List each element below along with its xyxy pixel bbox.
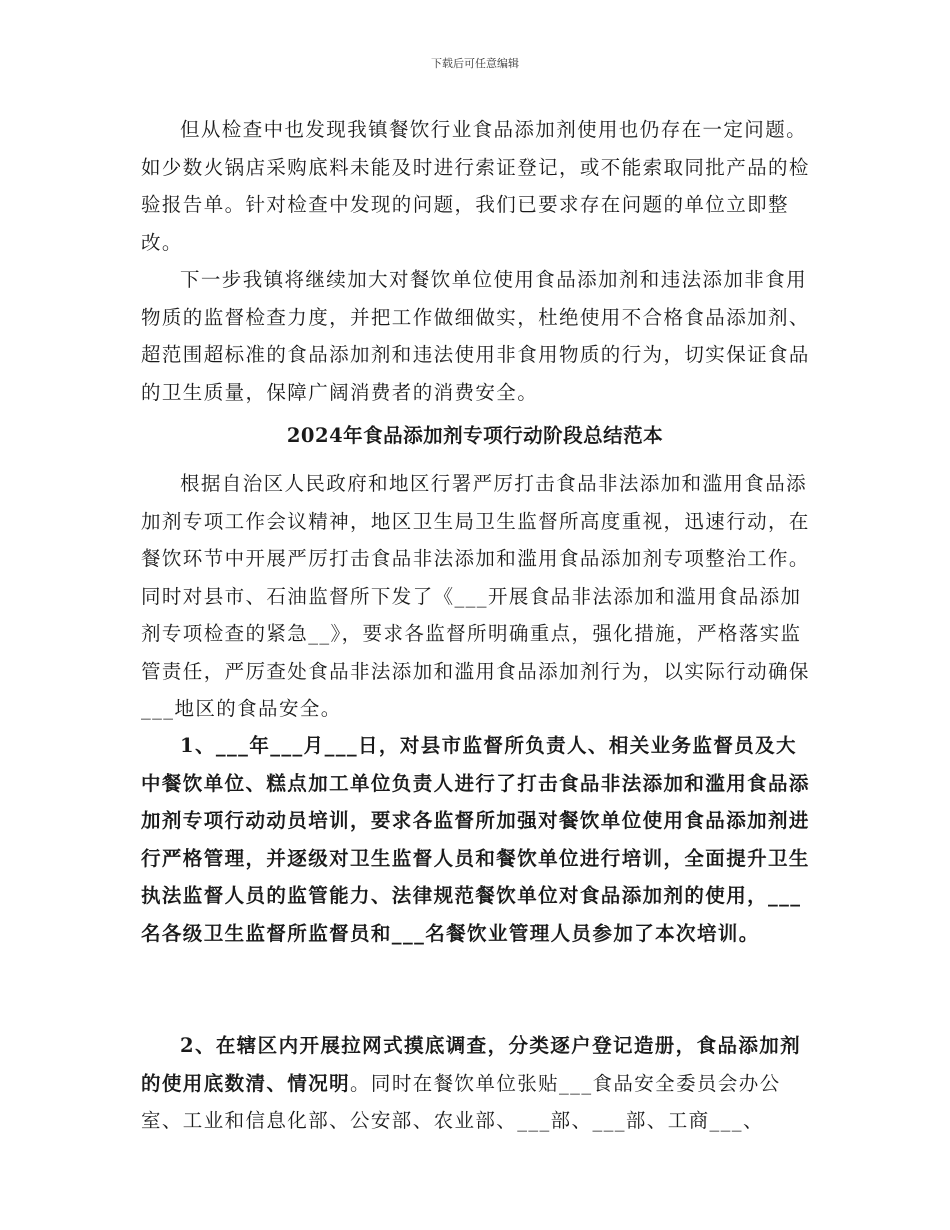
paragraph-1: 但从检查中也发现我镇餐饮行业食品添加剂使用也仍存在一定问题。如少数火锅店采购底料未能及时进行索证登记，或不能索取同批产品的检验报告单。针对检查中发现的问题，我们已要求存在问题的单位立即整改。 <box>141 118 810 254</box>
paragraph-5-normal: 。同时在餐饮单位张贴___食品安全委员会办公室、工业和信息化部、公安部、农业部、___部、___部、工商___、 <box>141 1071 781 1132</box>
paragraph-2: 下一步我镇将继续加大对餐饮单位使用食品添加剂和违法添加非食用物质的监督检查力度，并把工作做细做实，杜绝使用不合格食品添加剂、超范围超标准的食品添加剂和违法使用非食用物质的行为，切实保证食品的卫生质量，保障广阔消费者的消费安全。 <box>141 268 810 404</box>
paragraph-5-bold: 2、在辖区内开展拉网式摸底调查，分类逐户登记造册，食品添加剂的使用底数清、情况明 <box>141 1034 802 1095</box>
section-title: 2024年食品添加剂专项行动阶段总结范本 <box>286 424 664 447</box>
paragraph-4: 1、___年___月___日，对县市监督所负责人、相关业务监督员及大中餐饮单位、糕点加工单位负责人进行了打击食品非法添加和滥用食品添加剂专项行动动员培训，要求各监督所加强对餐饮单位使用食品添加剂进行严格管理，并逐级对卫生监督人员和餐饮单位进行培训，全面提升卫生执法监督人员的监管能力、法律规范餐饮单位对食品添加剂的使用，___名各级卫生监督所监督员和___名餐饮业管理人员参加了本次培训。 <box>141 734 810 945</box>
page-header: 下载后可任意编辑 <box>431 57 519 70</box>
paragraph-3: 根据自治区人民政府和地区行署严厉打击食品非法添加和滥用食品添加剂专项工作会议精神，地区卫生局卫生监督所高度重视，迅速行动，在餐饮环节中开展严厉打击食品非法添加和滥用食品添加剂专项整治工作。同时对县市、石油监督所下发了《___开展食品非法添加和滥用食品添加剂专项检查的紧急__》，要求各监督所明确重点，强化措施，严格落实监管责任，严厉查处食品非法添加和滥用食品添加剂行为，以实际行动确保___地区的食品安全。 <box>141 472 810 720</box>
paragraph-5 <box>141 1027 813 1140</box>
